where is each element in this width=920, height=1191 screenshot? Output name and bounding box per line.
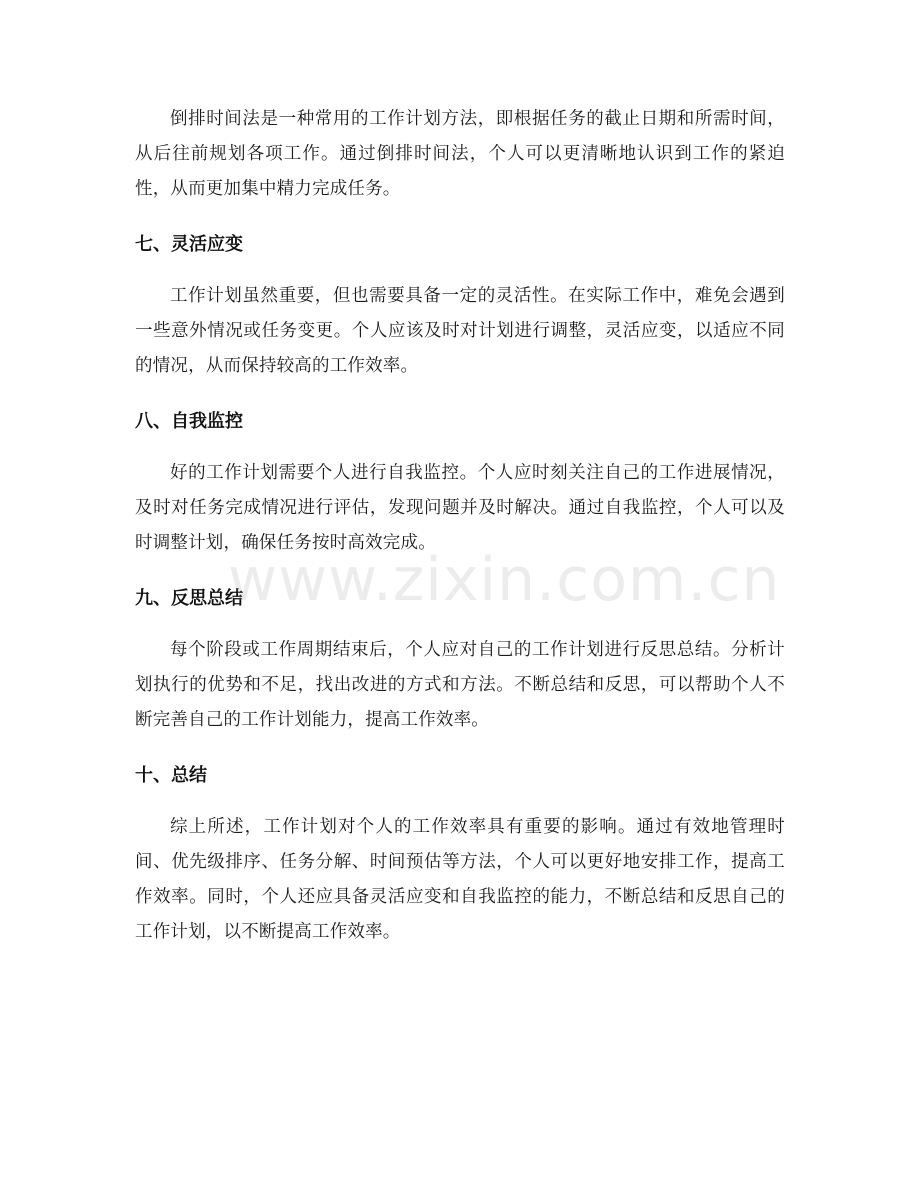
spacer xyxy=(135,262,785,279)
spacer xyxy=(135,561,785,581)
spacer xyxy=(135,207,785,227)
watermark-text: www.zixin.com.cn xyxy=(228,545,781,615)
section-heading-reflection: 九、反思总结 xyxy=(135,588,243,609)
intro-paragraph: 倒排时间法是一种常用的工作计划方法，即根据任务的截止日期和所需时间，从后往前规划各项工作。通过倒排时间法，个人可以更清晰地认识到工作的紧迫性，从而更加集中精力完成任务。 xyxy=(135,109,785,199)
spacer xyxy=(135,384,785,404)
spacer xyxy=(135,793,785,810)
section-paragraph-reflection: 每个阶段或工作周期结束后，个人应对自己的工作计划进行反思总结。分析计划执行的优势和不足，找出改进的方式和方法。不断总结和反思，可以帮助个人不断完善自己的工作计划能力，提高工作效率。 xyxy=(135,640,785,730)
section-heading-self-monitoring: 八、自我监控 xyxy=(135,411,243,432)
section-heading-summary: 十、总结 xyxy=(135,765,207,786)
spacer xyxy=(135,738,785,758)
section-paragraph-summary: 综上所述，工作计划对个人的工作效率具有重要的影响。通过有效地管理时间、优先级排序、任务分解、时间预估等方法，个人可以更好地安排工作，提高工作效率。同时，个人还应具备灵活应变和自我监控的能力，不断总结和反思自己的工作计划，以不断提高工作效率。 xyxy=(135,817,785,942)
spacer xyxy=(135,439,785,456)
spacer xyxy=(135,616,785,633)
document-body xyxy=(135,102,785,950)
section-heading-flexibility: 七、灵活应变 xyxy=(135,234,243,255)
section-paragraph-self-monitoring: 好的工作计划需要个人进行自我监控。个人应时刻关注自己的工作进展情况，及时对任务完成情况进行评估，发现问题并及时解决。通过自我监控，个人可以及时调整计划，确保任务按时高效完成。 xyxy=(135,463,785,553)
section-paragraph-flexibility: 工作计划虽然重要，但也需要具备一定的灵活性。在实际工作中，难免会遇到一些意外情况或任务变更。个人应该及时对计划进行调整，灵活应变，以适应不同的情况，从而保持较高的工作效率。 xyxy=(135,286,785,376)
